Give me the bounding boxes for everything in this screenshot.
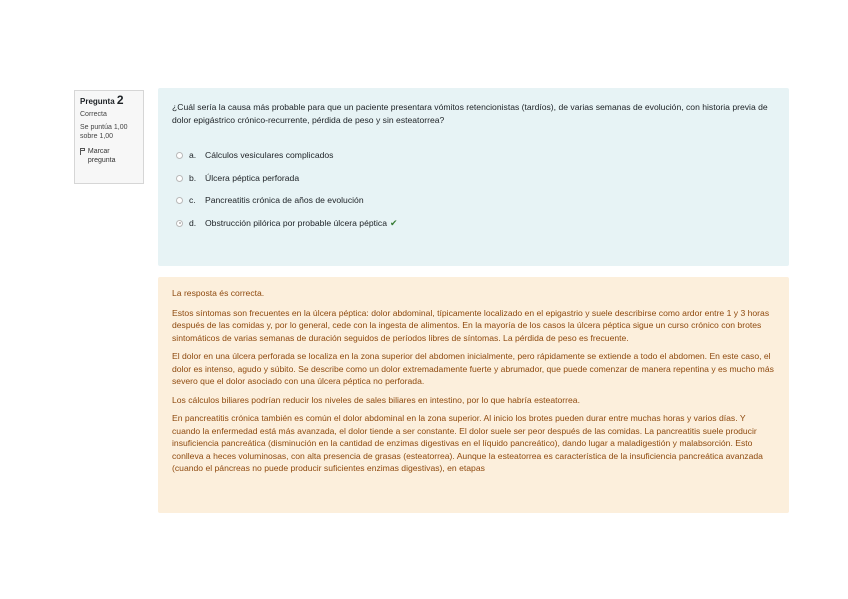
feedback-paragraph: El dolor en una úlcera perforada se localiza en la zona superior del abdomen inicialmente, pero rápidamente se extiende a todo el abdomen. En este caso, el dolor es intenso, agudo y súbito. Se describe como un dolor extremadamente fuerte y abrumador, que puede comenzar de manera repentina y es mucho más severo que el dolor asociado con una úlcera péptica no perforada. [172,351,774,386]
question-formulation [158,88,789,266]
question-state: Correcta [80,111,107,118]
feedback-panel [158,277,789,513]
question-number: Pregunta 2 [80,93,124,107]
check-icon: ✔ [390,217,398,228]
answer-text-b: Úlcera péptica perforada [205,172,300,183]
feedback-paragraph: Estos síntomas son frecuentes en la úlcera péptica: dolor abdominal, típicamente localizado en el epigastrio y suele describirse como ardor entre 1 y 3 horas después de las comidas y, por lo general, cede con la ingesta de alimentos. En la mayoría de los casos la úlcera péptica sigue un curso crónico con brotes sintomáticos de varias semanas de duración seguidos de períodos libres de síntomas. La pérdida de peso es frecuente. [172,307,770,343]
question-grade: Se puntúa 1,00 sobre 1,00 [80,124,128,140]
flag-question-link[interactable] [80,147,138,165]
answer-radio-b[interactable] [176,175,183,182]
feedback-paragraph: En pancreatitis crónica también es común el dolor abdominal en la zona superior. Al inicio los brotes pueden durar entre muchas horas y varios días. Y cuando la enfermedad está más avanzada, el dolor tiende a ser constante. El dolor suele ser peor después de las comidas. La pancreatitis suele producir insuficiencia pancreática (disminución en la cantidad de enzimas digestivas en el líquido pancreático), dando lugar a maladigestión y malabsorción. Esto conlleva a heces voluminosas, con alta presencia de grasas (esteatorrea). Aunque la esteatorrea es característica de la insuficiencia pancreática avanzada (cuando el páncreas no puede producir suficientes enzimas digestivas), en etapas [172,413,763,473]
answer-option-d[interactable]: d. Obstrucción pilórica por probable úlcera péptica ✔ [176,217,775,230]
flag-icon [80,148,86,155]
answer-text-d: Obstrucción pilórica por probable úlcera péptica [205,217,388,228]
question-number-value: 2 [116,93,124,107]
answer-option-b[interactable]: b. Úlcera péptica perforada [176,172,775,185]
question-info [74,90,144,184]
answer-radio-a[interactable] [176,152,183,159]
question-text: ¿Cuál sería la causa más probable para que un paciente presentara vómitos retencionistas (tardíos), de varias semanas de evolución, con historia previa de dolor epigástrico crónico-recurrente, pérdida de peso y sin esteatorrea? [172,102,768,125]
answer-list [172,149,775,230]
answer-radio-c[interactable] [176,197,183,204]
flag-question-label: Marcar pregunta [87,148,116,164]
answer-text-c: Pancreatitis crónica de años de evolución [205,195,364,205]
answer-option-c[interactable]: c. Pancreatitis crónica de años de evolución [176,194,775,207]
answer-radio-d[interactable] [176,220,183,227]
feedback-paragraph: Los cálculos biliares podrían reducir los niveles de sales biliares en intestino, por lo que habría esteatorrea. [172,394,580,405]
right-answer-text: La resposta és correcta. [172,288,265,298]
answer-option-a[interactable]: a. Cálculos vesiculares complicados [176,149,775,162]
answer-text-a: Cálculos vesiculares complicados [205,150,334,160]
